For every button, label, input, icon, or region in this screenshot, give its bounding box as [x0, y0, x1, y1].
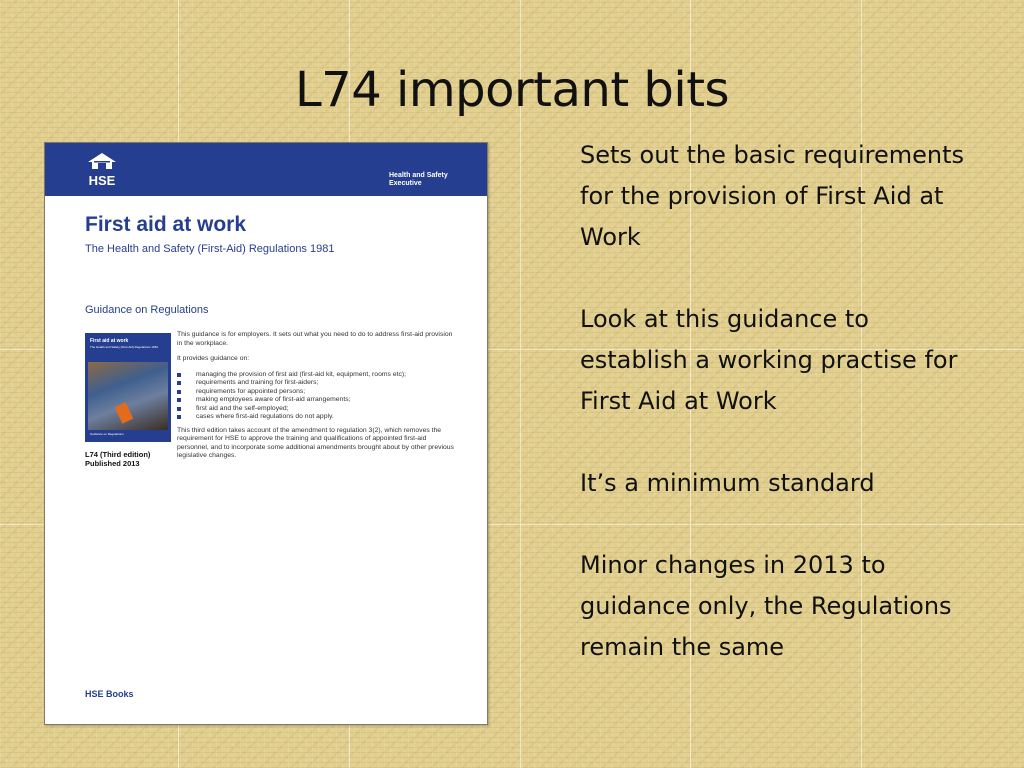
first-aider-figure: [115, 402, 133, 423]
mini-cover-subtitle: The Health and Safety (First-Aid) Regulations 1981: [90, 345, 159, 349]
key-point: It’s a minimum standard: [580, 469, 875, 497]
list-item: cases where first-aid regulations do not apply.: [177, 413, 457, 422]
cover-subtitle: The Health and Safety (First-Aid) Regulations 1981: [85, 243, 335, 255]
list-item: requirements for appointed persons;: [177, 388, 457, 397]
list-item: requirements and training for first-aiders;: [177, 379, 457, 388]
list-item: first aid and the self-employed;: [177, 405, 457, 414]
slide-title: L74 important bits: [294, 62, 730, 118]
hse-logo-text: HSE: [88, 173, 116, 188]
mini-cover-title: First aid at work: [90, 338, 129, 344]
bullet-square-icon: [177, 373, 181, 377]
published-label: Published 2013: [85, 459, 140, 468]
bullet-square-icon: [177, 381, 181, 385]
first-aid-photo: [88, 362, 168, 430]
key-point: Sets out the basic requirements for the provision of First Aid at Work: [580, 141, 965, 251]
bullet-square-icon: [177, 407, 181, 411]
list-item: managing the provision of first aid (first-aid kit, equipment, rooms etc);: [177, 371, 457, 380]
intro-paragraph: This guidance is for employers. It sets out what you need to do to address first-aid provision in the workplace.: [177, 331, 453, 347]
bullet-square-icon: [177, 398, 181, 402]
cover-body-text: [177, 331, 457, 468]
guidance-heading: Guidance on Regulations: [85, 304, 209, 316]
key-point: Minor changes in 2013 to guidance only, the Regulations remain the same: [580, 551, 952, 661]
hse-house-icon: [85, 152, 119, 170]
edition-label: L74 (Third edition): [85, 450, 151, 459]
key-point: Look at this guidance to establish a working practise for First Aid at Work: [580, 305, 958, 415]
mini-cover-footer: Guidance on Regulations: [90, 432, 124, 436]
mini-cover-thumbnail: [85, 333, 171, 442]
bullet-square-icon: [177, 415, 181, 419]
cover-header-band: [45, 143, 487, 196]
edition-info: [85, 450, 150, 468]
edition-note: This third edition takes account of the amendment to regulation 3(2), which removes the requirement for HSE to approve the training and qualifications of appointed first-aid personnel, and to incorporate some additional amendments brought about by other previous legislative changes.: [177, 426, 454, 459]
list-item: making employees aware of first-aid arrangements;: [177, 396, 457, 405]
cover-title: First aid at work: [85, 213, 247, 236]
publisher-label: HSE Books: [85, 689, 134, 699]
key-points: [580, 135, 980, 668]
agency-name: Health and Safety Executive: [389, 172, 448, 187]
provides-paragraph: It provides guidance on:: [177, 355, 250, 362]
document-cover-image: [44, 142, 488, 725]
guidance-bullet-list: [177, 371, 457, 422]
bullet-square-icon: [177, 390, 181, 394]
hse-logo: [85, 152, 119, 188]
